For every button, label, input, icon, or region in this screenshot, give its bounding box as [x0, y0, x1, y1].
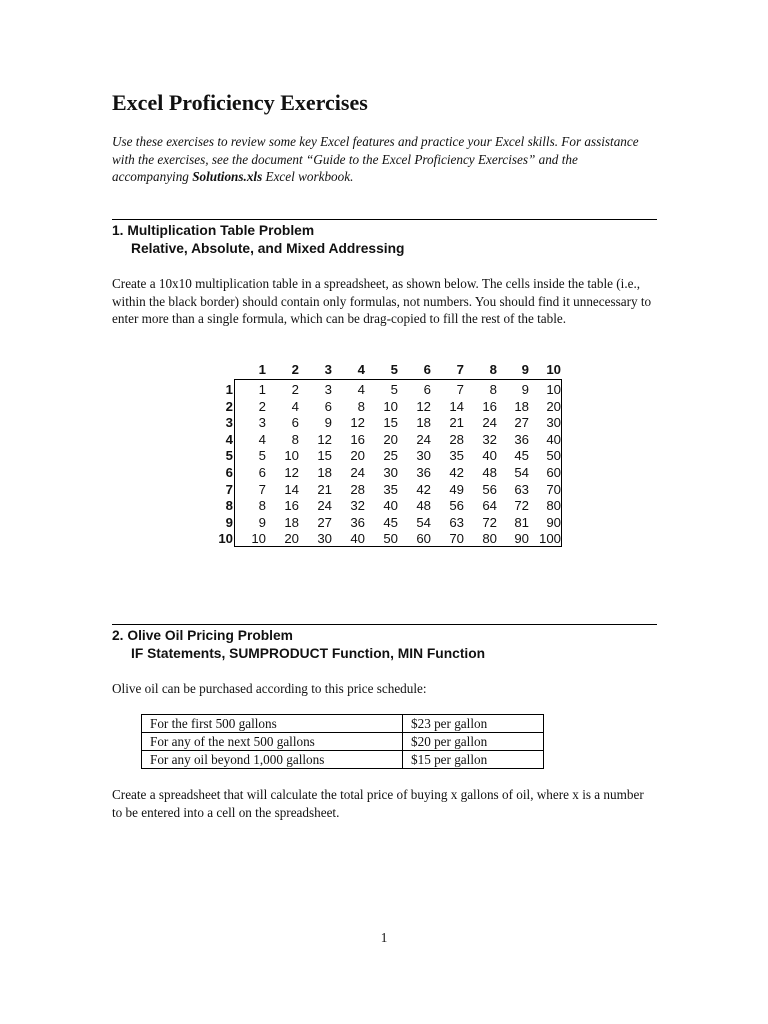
- table-cell: 27: [317, 514, 332, 530]
- table-cell: 27: [514, 415, 529, 431]
- table-cell: 36: [514, 431, 529, 447]
- table-cell: 12: [416, 398, 431, 414]
- table-cell: 56: [449, 498, 464, 514]
- section2-paragraph-2: Create a spreadsheet that will calculate the total price of buying x gallons of oil, where x is a number to be entered into a cell on the spreadsheet.: [112, 787, 644, 820]
- section-divider: [112, 219, 657, 220]
- table-cell: 56: [482, 481, 497, 497]
- page-number: 1: [380, 930, 388, 945]
- table-cell: 50: [383, 531, 398, 547]
- table-cell: 20: [546, 398, 561, 414]
- table-cell: 9: [521, 382, 529, 397]
- table-cell: 16: [482, 398, 497, 414]
- section1-title: 1. Multiplication Table Problem: [112, 223, 315, 238]
- table-cell: 15: [317, 448, 332, 464]
- table-cell: 21: [449, 415, 464, 431]
- row-header: 5: [225, 448, 233, 464]
- table-cell: 8: [291, 431, 299, 447]
- table-cell: 4: [258, 431, 266, 447]
- table-cell: 80: [482, 531, 497, 547]
- table-cell: 9: [324, 415, 332, 431]
- table-cell: 8: [258, 498, 266, 514]
- table-cell: 28: [350, 481, 365, 497]
- table-cell: 54: [416, 514, 431, 530]
- table-cell: 20: [284, 531, 299, 547]
- table-cell: 49: [449, 481, 464, 497]
- row-header: 1: [225, 382, 233, 397]
- table-cell: 30: [546, 415, 561, 431]
- row-header: 3: [225, 415, 233, 431]
- page-title: Excel Proficiency Exercises: [112, 90, 368, 115]
- price-schedule-table: [141, 714, 544, 769]
- table-cell: 100: [538, 531, 561, 547]
- table-cell: 12: [284, 465, 299, 480]
- table-cell: 24: [317, 498, 332, 514]
- row-header: 4: [225, 431, 233, 447]
- column-header: 1: [258, 362, 266, 377]
- table-cell: 7: [456, 382, 464, 397]
- table-cell: 70: [546, 481, 561, 497]
- table-cell: 10: [546, 382, 561, 397]
- table-cell: 42: [416, 481, 431, 497]
- price-value: $20 per gallon: [403, 733, 544, 751]
- table-cell: 10: [251, 531, 266, 547]
- column-header: 6: [423, 362, 431, 377]
- section1-subtitle: Relative, Absolute, and Mixed Addressing: [131, 240, 405, 256]
- table-cell: 50: [546, 448, 561, 464]
- table-cell: 5: [258, 448, 266, 464]
- column-header: 5: [390, 362, 398, 377]
- table-cell: 12: [350, 415, 365, 431]
- row-header: 9: [225, 514, 233, 530]
- price-tier: For any oil beyond 1,000 gallons: [142, 751, 403, 769]
- table-cell: 18: [317, 465, 332, 480]
- table-row: [142, 715, 544, 733]
- table-cell: 45: [383, 514, 398, 530]
- table-cell: 14: [284, 481, 299, 497]
- table-cell: 24: [350, 465, 365, 480]
- table-cell: 64: [482, 498, 497, 514]
- table-cell: 21: [317, 481, 332, 497]
- table-cell: 2: [258, 398, 266, 414]
- table-cell: 5: [390, 382, 398, 397]
- table-cell: 32: [350, 498, 365, 514]
- table-cell: 60: [416, 531, 431, 547]
- column-header: 3: [324, 362, 332, 377]
- section1-heading: [112, 222, 404, 257]
- table-cell: 6: [258, 465, 266, 480]
- section2-subtitle: IF Statements, SUMPRODUCT Function, MIN Function: [131, 645, 486, 661]
- section-divider: [112, 624, 657, 625]
- table-cell: 6: [324, 398, 332, 414]
- table-cell: 36: [416, 465, 431, 480]
- table-cell: 15: [383, 415, 398, 431]
- row-header: 10: [218, 531, 233, 547]
- row-header: 2: [225, 398, 233, 414]
- table-cell: 2: [291, 382, 299, 397]
- table-cell: 30: [317, 531, 332, 547]
- section2-paragraph-1: Olive oil can be purchased according to this price schedule:: [112, 681, 427, 696]
- section2-title: 2. Olive Oil Pricing Problem: [112, 628, 293, 643]
- table-cell: 80: [546, 498, 561, 514]
- table-cell: 70: [449, 531, 464, 547]
- table-cell: 35: [449, 448, 464, 464]
- table-cell: 24: [482, 415, 497, 431]
- price-tier: For any of the next 500 gallons: [142, 733, 403, 751]
- table-cell: 16: [350, 431, 365, 447]
- table-cell: 18: [514, 398, 529, 414]
- table-cell: 20: [350, 448, 365, 464]
- table-cell: 18: [284, 514, 299, 530]
- column-header: 10: [546, 362, 561, 377]
- table-cell: 4: [291, 398, 299, 414]
- column-header: 9: [521, 362, 529, 377]
- table-cell: 10: [284, 448, 299, 464]
- column-header: 7: [456, 362, 464, 377]
- section2-heading: [112, 627, 485, 662]
- table-cell: 20: [383, 431, 398, 447]
- table-cell: 40: [482, 448, 497, 464]
- table-cell: 48: [482, 465, 497, 480]
- table-cell: 25: [383, 448, 398, 464]
- table-cell: 60: [546, 465, 561, 480]
- table-cell: 42: [449, 465, 464, 480]
- table-cell: 40: [350, 531, 365, 547]
- table-cell: 45: [514, 448, 529, 464]
- column-header: 8: [489, 362, 497, 377]
- table-row: [142, 751, 544, 769]
- intro-text-2: Excel workbook.: [262, 169, 354, 184]
- table-cell: 72: [482, 514, 497, 530]
- table-cell: 8: [489, 382, 497, 397]
- column-header: 2: [291, 362, 299, 377]
- table-cell: 36: [350, 514, 365, 530]
- table-cell: 3: [258, 415, 266, 431]
- table-cell: 28: [449, 431, 464, 447]
- table-cell: 63: [449, 514, 464, 530]
- table-row: [142, 733, 544, 751]
- table-cell: 81: [514, 514, 529, 530]
- table-cell: 12: [317, 431, 332, 447]
- table-cell: 90: [514, 531, 529, 547]
- table-cell: 14: [449, 398, 464, 414]
- table-cell: 4: [357, 382, 365, 397]
- table-cell: 30: [416, 448, 431, 464]
- table-cell: 9: [258, 514, 266, 530]
- table-cell: 10: [383, 398, 398, 414]
- table-cell: 48: [416, 498, 431, 514]
- table-cell: 16: [284, 498, 299, 514]
- intro-paragraph: [112, 133, 657, 186]
- table-cell: 3: [324, 382, 332, 397]
- row-header: 7: [225, 481, 233, 497]
- intro-text-1: Use these exercises to review some key Excel features and practice your Excel skills. For assistance with the exercises, see the document “Guide to the Excel Proficiency Exercises” and the accompanying: [112, 134, 639, 184]
- table-cell: 1: [258, 382, 266, 397]
- table-cell: 54: [514, 465, 529, 480]
- price-tier: For the first 500 gallons: [142, 715, 403, 733]
- table-cell: 6: [291, 415, 299, 431]
- table-cell: 90: [546, 514, 561, 530]
- table-cell: 63: [514, 481, 529, 497]
- table-cell: 32: [482, 431, 497, 447]
- table-cell: 18: [416, 415, 431, 431]
- intro-bold-filename: Solutions.xls: [192, 169, 263, 184]
- table-cell: 8: [357, 398, 365, 414]
- row-header: 6: [225, 465, 233, 480]
- table-cell: 30: [383, 465, 398, 480]
- price-value: $15 per gallon: [403, 751, 544, 769]
- row-header: 8: [225, 498, 233, 514]
- column-header: 4: [357, 362, 365, 377]
- price-value: $23 per gallon: [403, 715, 544, 733]
- table-cell: 24: [416, 431, 431, 447]
- section1-paragraph: Create a 10x10 multiplication table in a spreadsheet, as shown below. The cells inside the table (i.e., within the black border) should contain only formulas, not numbers. You should find it unnecessary to enter more than a single formula, which can be drag-copied to fill the rest of the table.: [112, 276, 652, 326]
- table-cell: 72: [514, 498, 529, 514]
- table-cell: 7: [258, 481, 266, 497]
- table-cell: 6: [423, 382, 431, 397]
- table-cell: 35: [383, 481, 398, 497]
- table-cell: 40: [383, 498, 398, 514]
- table-cell: 40: [546, 431, 561, 447]
